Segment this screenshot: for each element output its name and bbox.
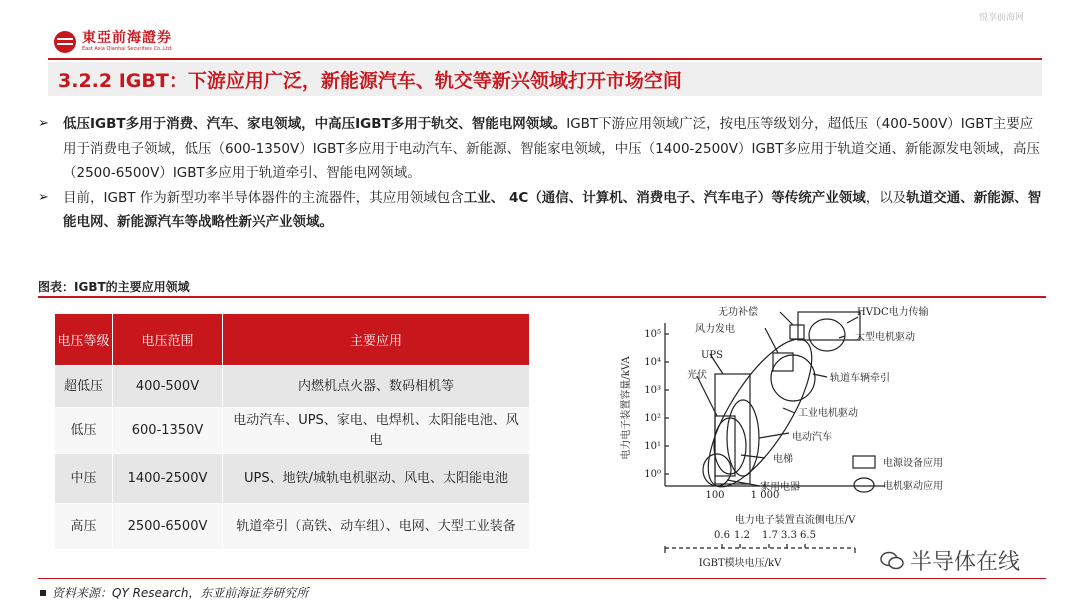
- square-bullet-icon: [40, 590, 46, 596]
- footer-divider: [38, 578, 1046, 579]
- table-row: [55, 454, 530, 504]
- table-cell: 低压: [55, 408, 113, 454]
- hvdc-rect: [798, 312, 860, 340]
- label-elevator: 电梯: [773, 454, 793, 465]
- y-tick: 10¹: [644, 441, 661, 452]
- slide-title-bar: [48, 62, 1042, 96]
- table-cell: 超低压: [55, 366, 113, 408]
- y-tick: 10⁰: [644, 469, 661, 480]
- wechat-icon: [880, 551, 904, 571]
- figure-caption: 图表：IGBT的主要应用领域: [38, 280, 190, 294]
- bullet-1-body: IGBT下游应用领域广泛，按电压等级划分，超低压（400-500V）IGBT主要应用于消费电子领域，低压（600-1350V）IGBT多应用于电动汽车、新能源、智能家电领域，中压（1400-2500V）IGBT多应用于轨道交通、新能源发电领域，高压（2500-6500V）IGBT多应用于轨道牵引、智能电网领域。: [63, 116, 1040, 181]
- x2-axis-label: IGBT模块电压/kV: [698, 558, 782, 569]
- label-appliance: 家用电器: [760, 482, 800, 493]
- legend-ellipse-icon: [854, 478, 874, 492]
- table-row: [55, 504, 530, 550]
- bullet-list: [38, 112, 1046, 235]
- y-tick: 10⁵: [644, 329, 661, 340]
- table-cell: 高压: [55, 504, 113, 550]
- table-row: [55, 366, 530, 408]
- bullet-text-1: [63, 112, 1046, 186]
- y-axis-label: 电力电子装置容量/kVA: [621, 356, 632, 460]
- x-tick: 1 000: [750, 490, 780, 501]
- table-cell: 600-1350V: [113, 408, 223, 454]
- large-motor-ellipse: [809, 319, 845, 351]
- y-tick: 10²: [644, 413, 661, 424]
- bullet-item-1: [38, 112, 1046, 186]
- bullet-2-body-1: 目前，IGBT 作为新型功率半导体器件的主流器件，其应用领域包含: [63, 189, 464, 206]
- label-industrial: 工业电机驱动: [798, 408, 858, 419]
- legend-ellipse-label: 电机驱动应用: [883, 481, 943, 492]
- x2-tick: 1.2: [734, 530, 750, 541]
- x-tick: 100: [705, 490, 725, 501]
- table-cell: 轨道牵引（高铁、动车组）、电网、大型工业装备: [223, 504, 530, 550]
- ev-ellipse: [727, 400, 759, 476]
- legend-rect-label: 电源设备应用: [883, 458, 943, 469]
- table-cell: 400-500V: [113, 366, 223, 408]
- label-wind: 风力发电: [695, 324, 735, 335]
- voltage-application-table: [54, 313, 530, 550]
- table-cell: 中压: [55, 454, 113, 504]
- company-logo: [54, 30, 173, 53]
- table-cell: 电动汽车、UPS、家电、电焊机、太阳能电池、风电: [223, 408, 530, 454]
- table-header-cell: 主要应用: [223, 314, 530, 366]
- logo-name-en: East Asia Qianhai Securities Co.,Ltd.: [82, 46, 173, 52]
- header-divider: [48, 58, 1042, 60]
- label-large-motor: 大型电机驱动: [855, 332, 915, 343]
- label-reactive: 无功补偿: [718, 307, 758, 318]
- bullet-2-bold-1: 工业、 4C（通信、计算机、消费电子、汽车电子）等传统产业领域: [463, 189, 866, 206]
- label-ups: UPS: [701, 350, 724, 361]
- bullet-1-bold: 低压IGBT多用于消费、汽车、家电领域，中高压IGBT多用于轨交、智能电网领域。: [63, 116, 567, 132]
- label-ev: 电动汽车: [792, 432, 832, 443]
- table-cell: 内燃机点火器、数码相机等: [223, 366, 530, 408]
- bullet-arrow-icon: ➢: [38, 116, 49, 131]
- x-axis-label: 电力电子装置直流侧电压/V: [734, 515, 856, 526]
- table-cell: 1400-2500V: [113, 454, 223, 504]
- bullet-text-2: [63, 186, 1046, 235]
- x2-tick: 3.3: [781, 530, 797, 541]
- logo-name-cn: 東亞前海證券: [82, 30, 172, 46]
- table-header-cell: 电压范围: [113, 314, 223, 366]
- bullet-item-2: [38, 186, 1046, 235]
- appliance-ellipse: [703, 454, 731, 486]
- table-cell: UPS、地铁/城轨电机驱动、风电、太阳能电池: [223, 454, 530, 504]
- bullet-2-bold-2: 轨道交通、新能源、智能电网、新能源汽车等战略性新兴产业领域。: [63, 189, 1042, 230]
- table-header-cell: 电压等级: [55, 314, 113, 366]
- x2-tick: 1.7: [762, 530, 778, 541]
- bullet-2-body-2: ，以及: [865, 189, 907, 206]
- top-right-watermark: 悦享前海网: [978, 13, 1024, 23]
- y-tick: 10³: [644, 385, 661, 396]
- slide-title: 3.2.2 IGBT：下游应用广泛，新能源汽车、轨交等新兴领域打开市场空间: [58, 69, 682, 92]
- x2-tick: 6.5: [800, 530, 816, 541]
- label-rail: 轨道车辆牵引: [830, 373, 890, 384]
- x2-tick: 0.6: [714, 530, 730, 541]
- table-header-row: [55, 314, 530, 366]
- legend-rect-icon: [853, 456, 875, 468]
- source-note: [40, 584, 308, 601]
- igbt-application-diagram: [615, 298, 1015, 573]
- label-pv: 光伏: [687, 370, 707, 381]
- reactive-rect: [790, 325, 804, 339]
- logo-emblem-icon: [54, 31, 76, 53]
- source-text: 资料来源：QY Research，东亚前海证券研究所: [52, 586, 309, 600]
- watermark-text: 半导体在线: [910, 550, 1021, 575]
- label-hvdc: HVDC电力传输: [857, 307, 929, 318]
- y-tick: 10⁴: [644, 357, 661, 368]
- table-row: [55, 408, 530, 454]
- wechat-watermark: [880, 545, 1020, 576]
- bullet-arrow-icon: ➢: [38, 189, 49, 205]
- table-cell: 2500-6500V: [113, 504, 223, 550]
